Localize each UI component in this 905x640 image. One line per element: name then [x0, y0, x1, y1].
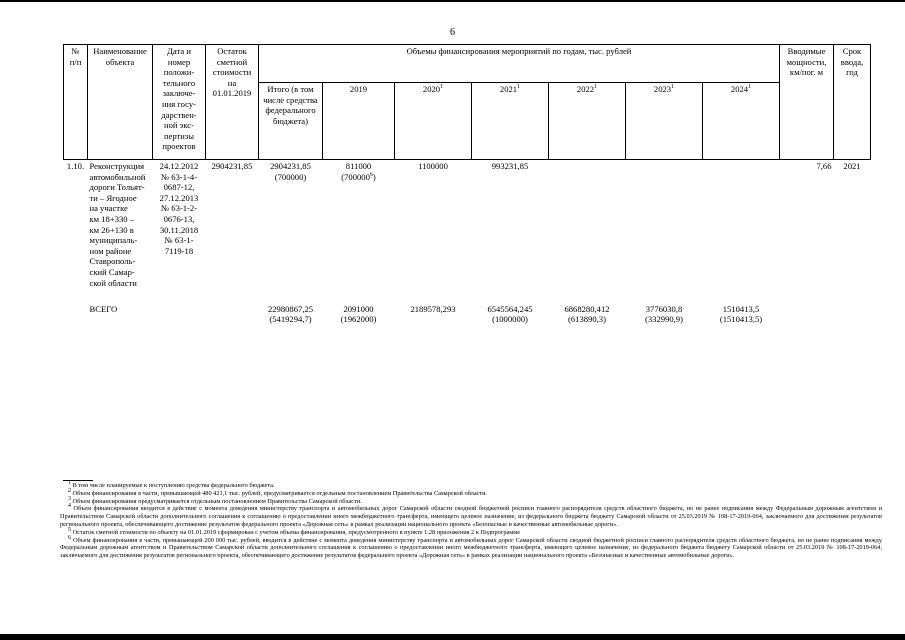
header-year-2024: 2024$^1$	[703, 83, 780, 160]
row-expertise-date: 24.12.2012 № 63-1-4- 0687-12, 27.12.2013 № 63-1-2- 0676-13, 30.11.2018 № 63-1- 7119-18	[159, 161, 199, 256]
header-year-2020: 2020$^1$	[395, 83, 472, 160]
table-row	[64, 160, 871, 303]
row-deadline: 2021	[843, 161, 861, 171]
header-capacity: Вводимые мощности, км/пог. м	[780, 45, 834, 160]
footnote: $^2$ Объем финансирования в части, превышающей 480 421,1 тыс. рублей, предусматривается отдельным постановлением Правительства Самарской области.	[68, 487, 488, 497]
header-expertise-date: Дата и номер положи- тельного заключе- ния госу- дарствен- ной экс- пертизы проектов	[153, 45, 206, 160]
header-year-2022: 2022$^1$	[549, 83, 626, 160]
header-object-name: Наименование объекта	[88, 45, 153, 160]
header-funding-group: Объемы финансирования мероприятий по годам, тыс. рублей	[259, 45, 780, 83]
total-2020: 2189578,293	[410, 303, 456, 314]
row-2019: 811000 (700000$^6$)	[341, 161, 376, 182]
total-2021: 6545564,245 (1000000)	[487, 303, 533, 325]
footnote: $^1$ В том числе планируемые к поступлению средства федерального бюджета.	[68, 479, 275, 489]
footnote: $^5$ Остаток сметной стоимости по объекту на 01.01.2019 сформирован с учетом объема финансирования, предусмотренного в пункте 1.28 приложения 2 к Подпрограмме	[68, 526, 521, 536]
row-2023	[626, 160, 703, 303]
row-object-name: Реконструкция автомобильной дороги Тольят- ти – Ягодное на участке км 18+330 – км 26+130 в муниципаль- ном районе Ставрополь- ский Самар- ской области	[89, 161, 146, 288]
row-2020: 1100000	[418, 161, 448, 171]
page-number: 6	[450, 27, 455, 38]
row-capacity: 7,66	[816, 161, 832, 171]
total-label: ВСЕГО	[89, 303, 118, 314]
footnote: $^4$ Объем финансирования вводится в действие с момента доведения министерству транспорта и автомобильных дорог Самарской области сводной бюджетной росписи главного распорядителя средств областного бюджета, но не ранее подписания между Федеральным дорожным агентством и Правительством Самарской области дополнительного соглашения к соглашению о предоставлении иного межбюджетного трансферта, имеющего целевое назначение, из федерального бюджета бюджету Самарской области от 25.03.2019 № 108-17-2019-064, заключаемого для достижения результатов регионального проекта, обеспечивающего достижение результатов федерального проекта «Дорожная сеть» в рамках реализации национального проекта «Безопасные и качественные автомобильные дороги».	[60, 503, 882, 528]
header-total: Итого (в том числе средства федерального бюджета)	[259, 83, 323, 160]
header-row-1	[64, 45, 871, 83]
header-year-2021: 2021$^1$	[472, 83, 549, 160]
scan-bottom-edge	[0, 634, 905, 640]
row-total: 2904231,85 (700000)	[270, 161, 311, 182]
row-2021: 993231,85	[491, 161, 529, 171]
header-year-2023: 2023$^1$	[626, 83, 703, 160]
header-deadline: Срок ввода, год	[834, 45, 871, 160]
header-num: № п/п	[64, 45, 88, 160]
row-2024	[703, 160, 780, 303]
footnotes	[60, 479, 882, 560]
row-2022	[549, 160, 626, 303]
footnote: $^6$ Объем финансирования в части, превышающей 200 000 тыс. рублей, вводится в действие с момента доведения министерству транспорта и автомобильных дорог Самарской области сводной бюджетной росписи главного распорядителя средств областного бюджета, но не ранее подписания между Федеральным дорожным агентством и Правительством Самарской области дополнительного соглашения к соглашению о предоставлении иного межбюджетного трансферта, имеющего целевое назначение, из федерального бюджета бюджету Самарской области от 25.03.2019 № 108-17-2019-064, заключаемого для достижения результатов регионального проекта, обеспечивающего достижение результатов федерального проекта «Дорожная сеть» в рамках реализации национального проекта «Безопасные и качественные автомобильные дороги».	[60, 534, 882, 560]
total-2024: 1510413,5 (1510413,5)	[719, 303, 763, 325]
footnote: $^3$ Объем финансирования предусматривается отдельным постановлением Правительства Самарской области.	[68, 495, 362, 505]
header-year-2019: 2019	[323, 83, 395, 160]
total-row	[64, 303, 871, 343]
total-sum: 22980867,25 (5419294,7)	[267, 303, 314, 325]
scan-top-edge	[0, 0, 905, 2]
header-balance: Остаток сметной стоимости на 01.01.2019	[206, 45, 259, 160]
row-number: 1.10.	[66, 161, 85, 171]
total-2023: 3776030,8 (332990,9)	[645, 303, 683, 325]
total-2019: 2091000 (1962000)	[340, 303, 377, 325]
row-balance: 2904231,85	[211, 161, 253, 171]
total-2022: 6868280,412 (613890,3)	[564, 303, 610, 325]
funding-table	[63, 44, 871, 343]
